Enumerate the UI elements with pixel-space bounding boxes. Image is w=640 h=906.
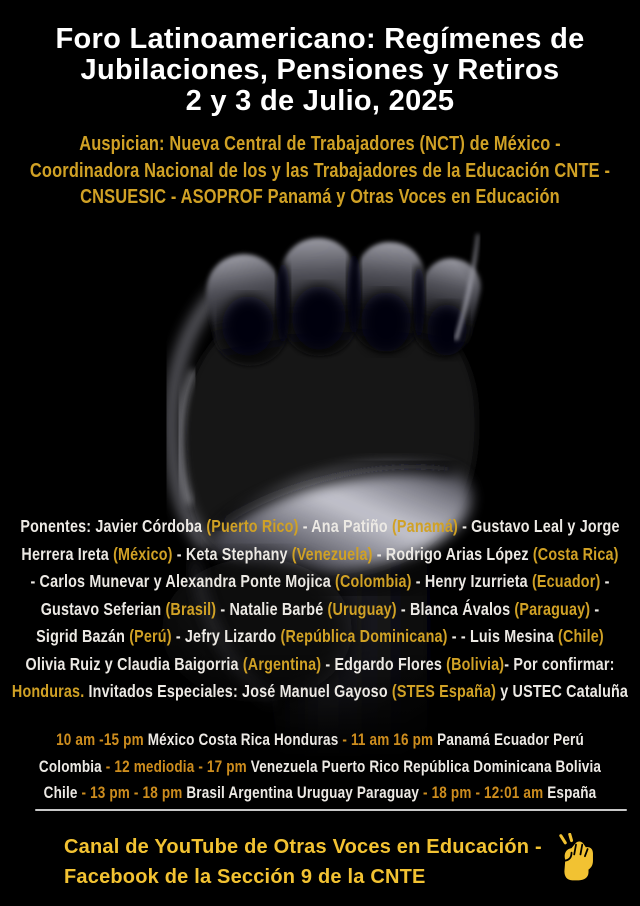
text-line: 2 y 3 de Julio, 2025 [185,85,455,117]
timezone-schedule [0,727,640,807]
speakers-list [0,513,640,706]
text-line: Jubilaciones, Pensiones y Retiros [80,54,560,86]
text-line: CNSUESIC - ASOPROF Panamá y Otras Voces en Educación [80,186,560,208]
text-line: Canal de YouTube de Otras Voces en Educación - [64,836,542,858]
divider [35,809,627,811]
text-line: Olivia Ruiz y Claudia Baigorria (Argentina) - Edgardo Flores (Bolivia)- Por confirmar: [25,653,615,674]
footer-links [64,832,542,892]
text-line: Ponentes: Javier Córdoba (Puerto Rico) - Ana Patiño (Panamá) - Gustavo Leal y Jorge [20,516,620,536]
sponsors-text [0,131,640,211]
page-title [0,24,640,117]
text-line: Auspician: Nueva Central de Trabajadores (NCT) de México - [79,133,561,155]
text-line: Colombia - 12 mediodia - 17 pm Venezuela Puerto Rico República Dominicana Bolivia [38,757,602,776]
text-line: Gustavo Seferian (Brasil) - Natalie Barbé (Uruguay) - Blanca Ávalos (Paraguay) - [40,598,600,619]
text-line: Chile - 13 pm - 18 pm Brasil Argentina Uruguay Paraguay - 18 pm - 12:01 am España [43,784,597,802]
text-line: Coordinadora Nacional de los y las Trabajadores de la Educación CNTE - [29,159,611,182]
text-line: Honduras. Invitados Especiales: José Manuel Gayoso (STES España) y USTEC Cataluña [11,681,629,701]
text-line: Herrera Ireta (México) - Keta Stephany (Venezuela) - Rodrigo Arias López (Costa Rica) [21,543,619,564]
text-line: - Carlos Munevar y Alexandra Ponte Mojica (Colombia) - Henry Izurrieta (Ecuador) - [30,571,610,591]
text-line: 10 am -15 pm México Costa Rica Honduras - 11 am 16 pm Panamá Ecuador Perú [56,731,584,749]
text-line: Facebook de la Sección 9 de la CNTE [64,866,426,888]
text-line: Foro Latinoamericano: Regímenes de [55,23,585,55]
text-line: Sigrid Bazán (Perú) - Jefry Lizardo (República Dominicana) - - Luis Mesina (Chile) [36,626,604,646]
raised-fist-icon [556,833,596,883]
